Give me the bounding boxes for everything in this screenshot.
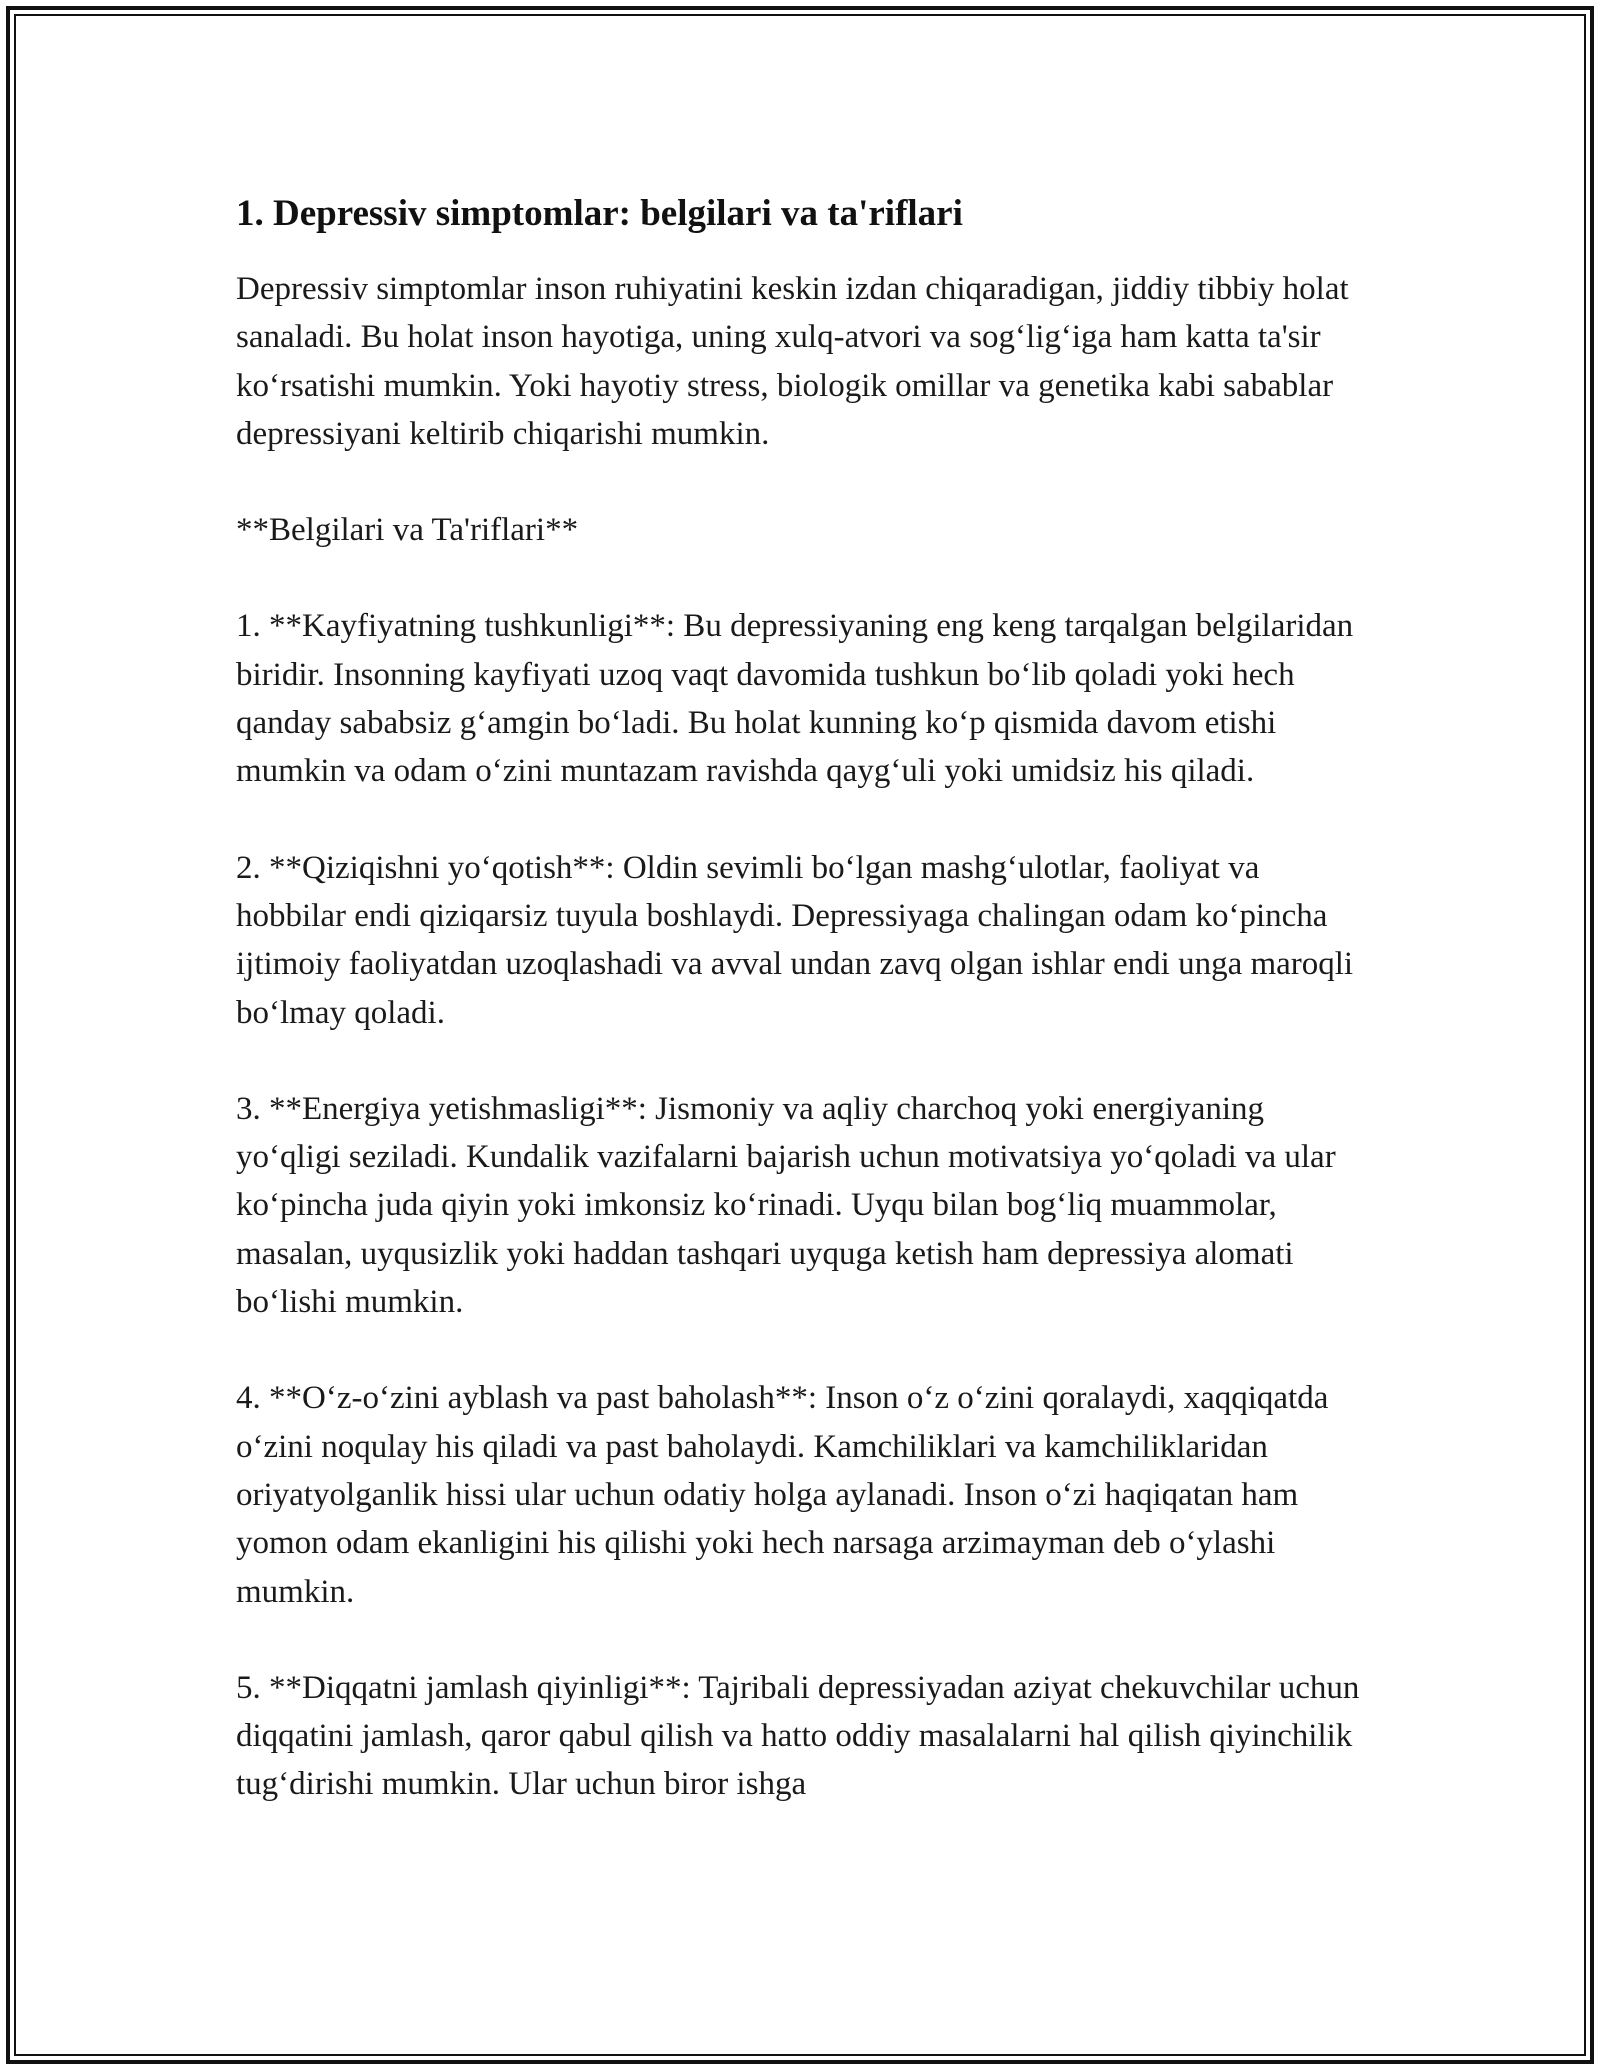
list-item-4: 4. **O‘z-o‘zini ayblash va past baholash**: Inson o‘z o‘zini qoralaydi, xaqqiqatda o‘zini noqulay his qiladi va past baholaydi. Kamchiliklari va kamchiliklaridan oriyatyolganlik hissi ular uchun odatiy holga aylanadi. Inson o‘zi haqiqatan ham yomon odam ekanligini his qilishi yoki hech narsaga arzimayman deb o‘ylashi mumkin. [236,1380,1329,1610]
section-heading-belgilari: **Belgilari va Ta'riflari** [236,512,579,549]
document-title: 1. Depressiv simptomlar: belgilari va ta'riflari [236,193,963,234]
list-item-5: 5. **Diqqatni jamlash qiyinligi**: Tajribali depressiyadan aziyat chekuvchilar uchun diqqatini jamlash, qaror qabul qilish va hatto oddiy masalalarni hal qilish qiyinchilik tug‘dirishi mumkin. Ular uchun biror ishga [236,1669,1360,1803]
list-item-3: 3. **Energiya yetishmasligi**: Jismoniy va aqliy charchoq yoki energiyaning yo‘qligi seziladi. Kundalik vazifalarni bajarish uchun motivatsiya yo‘qoladi va ular ko‘pincha juda qiyin yoki imkonsiz ko‘rinadi. Uyqu bilan bog‘liq muammolar, masalan, uyqusizlik yoki haddan tashqari uyquga ketish ham depressiya alomati bo‘lishi mumkin. [236,1090,1336,1321]
list-item-2: 2. **Qiziqishni yo‘qotish**: Oldin sevimli bo‘lgan mashg‘ulotlar, faoliyat va hobbilar endi qiziqarsiz tuyula boshlaydi. Depressiyaga chalingan odam ko‘pincha ijtimoiy faoliyatdan uzoqlashadi va avval undan zavq olgan ishlar endi unga maroqli bo‘lmay qoladi. [236,849,1354,1031]
paragraph-intro: Depressiv simptomlar inson ruhiyatini keskin izdan chiqaradigan, jiddiy tibbiy holat sanaladi. Bu holat inson hayotiga, uning xulq-atvori va sog‘lig‘iga ham katta ta'sir ko‘rsatishi mumkin. Yoki hayotiy stress, biologik omillar va genetika kabi sabablar depressiyani keltirib chiqarishi mumkin. [236,271,1349,452]
document-body [236,185,1376,1857]
list-item-1: 1. **Kayfiyatning tushkunligi**: Bu depressiyaning eng keng tarqalgan belgilaridan biridir. Insonning kayfiyati uzoq vaqt davomida tushkun bo‘lib qoladi yoki hech qanday sababsiz g‘amgin bo‘ladi. Bu holat kunning ko‘p qismida davom etishi mumkin va odam o‘zini muntazam ravishda qayg‘uli yoki umidsiz his qiladi. [236,608,1354,790]
